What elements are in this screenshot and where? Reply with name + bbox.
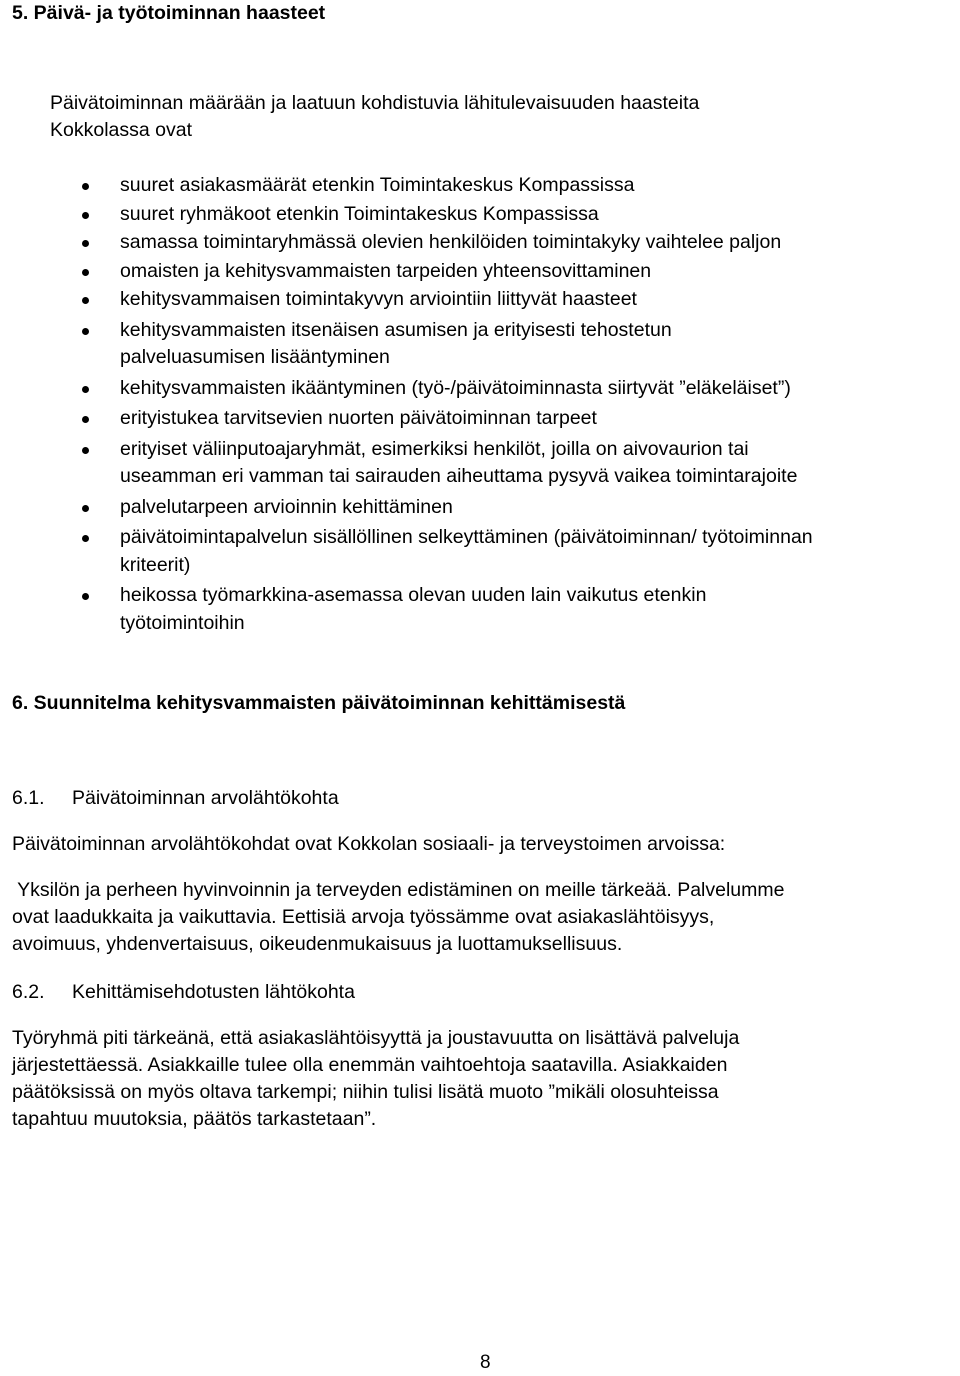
proposals-line-2: järjestettäessä. Asiakkaille tulee olla enemmän vaihtoehtoja saatavilla. Asiakkaiden	[12, 1054, 728, 1076]
list-item	[82, 317, 960, 372]
list-item-text: kehitysvammaisen toimintakyvyn arviointiin liittyvät haasteet	[120, 288, 637, 310]
proposals-line-1: Työryhmä piti tärkeänä, että asiakaslähtöisyyttä ja joustavuutta on lisättävä palveluja	[12, 1027, 740, 1049]
section-5-intro-line-2: Kokkolassa ovat	[50, 119, 192, 141]
subsection-6-1-title: Päivätoiminnan arvolähtökohta	[72, 787, 339, 809]
list-item	[82, 201, 960, 229]
bullet-icon	[82, 212, 89, 219]
subsection-6-2-number: 6.2.	[12, 981, 45, 1003]
list-item	[82, 375, 960, 403]
bullet-icon	[82, 593, 89, 600]
bullet-icon	[82, 386, 89, 393]
list-item	[82, 436, 960, 491]
list-item	[82, 229, 960, 257]
list-item-text: päivätoimintapalvelun sisällöllinen selkeyttäminen (päivätoiminnan/ työtoiminnan kriteerit)	[120, 526, 813, 576]
list-item-text: samassa toimintaryhmässä olevien henkilöiden toimintakyky vaihtelee paljon	[120, 231, 782, 253]
list-item	[82, 172, 960, 200]
bullet-icon	[82, 416, 89, 423]
list-item-text: erityistukea tarvitsevien nuorten päivätoiminnan tarpeet	[120, 407, 597, 429]
values-quote-line-3: avoimuus, yhdenvertaisuus, oikeudenmukaisuus ja luottamuksellisuus.	[12, 933, 623, 955]
list-item-text: omaisten ja kehitysvammaisten tarpeiden yhteensovittaminen	[120, 259, 652, 282]
list-item-text: kehitysvammaisten ikääntyminen (työ-/päivätoiminnasta siirtyvät ”eläkeläiset”)	[120, 376, 791, 399]
list-item-text: erityiset väliinputoajaryhmät, esimerkiksi henkilöt, joilla on aivovaurion tai useamman eri vamman tai sairauden aiheuttama pysyvä vaikea toimintarajoite	[120, 437, 798, 487]
values-intro: Päivätoiminnan arvolähtökohdat ovat Kokkolan sosiaali- ja terveystoimen arvoissa:	[12, 833, 726, 855]
challenges-list	[82, 172, 960, 637]
bullet-icon	[82, 328, 89, 335]
bullet-icon	[82, 505, 89, 512]
section-5-heading: 5. Päivä- ja työtoiminnan haasteet	[12, 2, 326, 24]
proposals-line-4: tapahtuu muutoksia, päätös tarkastetaan”.	[12, 1108, 377, 1130]
list-item-text: palvelutarpeen arvioinnin kehittäminen	[120, 495, 453, 518]
bullet-icon	[82, 183, 89, 190]
list-item-text: kehitysvammaisten itsenäisen asumisen ja erityisesti tehostetun palveluasumisen lisääntyminen	[120, 318, 672, 368]
bullet-icon	[82, 240, 89, 247]
bullet-icon	[82, 535, 89, 542]
subsection-6-2-title: Kehittämisehdotusten lähtökohta	[72, 981, 355, 1003]
bullet-icon	[82, 447, 89, 454]
page-number: 8	[480, 1352, 491, 1373]
list-item-text: suuret ryhmäkoot etenkin Toimintakeskus Kompassissa	[120, 202, 599, 225]
values-quote-line-2: ovat laadukkaita ja vaikuttavia. Eettisiä arvoja työssämme ovat asiakaslähtöisyys,	[12, 906, 715, 928]
list-item	[82, 286, 960, 314]
list-item	[82, 582, 960, 637]
list-item	[82, 405, 960, 433]
list-item	[82, 524, 960, 579]
values-quote-line-1: Yksilön ja perheen hyvinvoinnin ja terveyden edistäminen on meille tärkeää. Palvelumme	[12, 879, 785, 901]
section-6-heading: 6. Suunnitelma kehitysvammaisten päivätoiminnan kehittämisestä	[12, 692, 626, 714]
list-item-text: heikossa työmarkkina-asemassa olevan uuden lain vaikutus etenkin työtoimintoihin	[120, 584, 707, 634]
bullet-icon	[82, 297, 89, 304]
subsection-6-1-number: 6.1.	[12, 787, 45, 809]
list-item	[82, 494, 960, 522]
proposals-line-3: päätöksissä on myös oltava tarkempi; niihin tulisi lisätä muoto ”mikäli olosuhteissa	[12, 1081, 719, 1103]
list-item	[82, 258, 960, 286]
list-item-text: suuret asiakasmäärät etenkin Toimintakeskus Kompassissa	[120, 174, 635, 196]
bullet-icon	[82, 269, 89, 276]
section-5-intro-line-1: Päivätoiminnan määrään ja laatuun kohdistuvia lähitulevaisuuden haasteita	[50, 92, 700, 114]
